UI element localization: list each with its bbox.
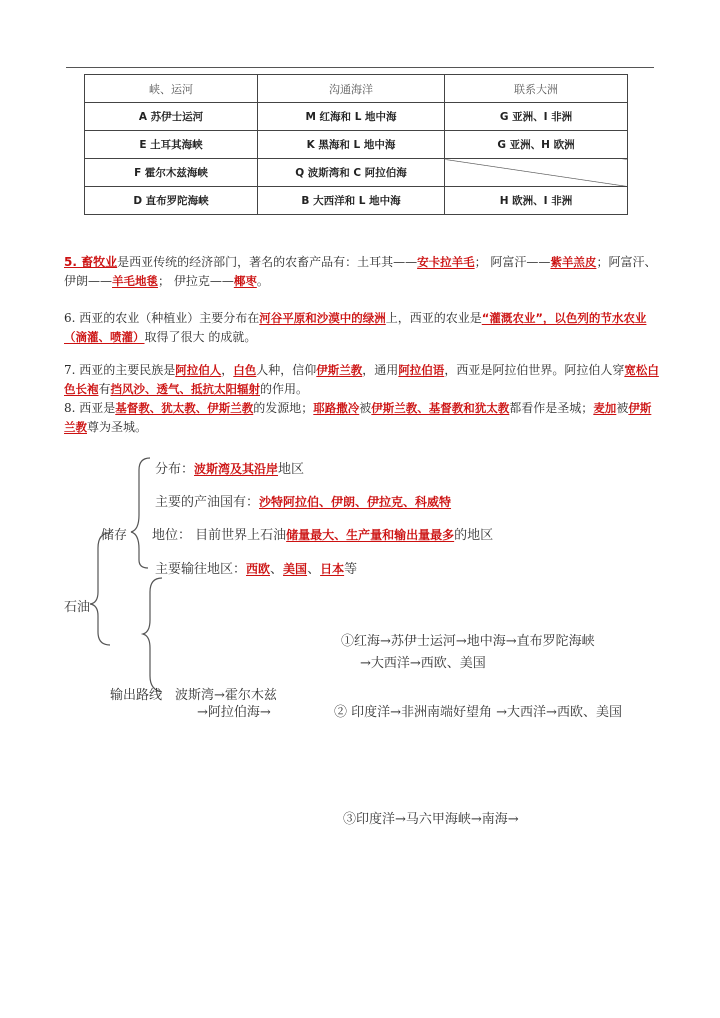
route-start-2: →阿拉伯海→ (197, 705, 271, 720)
text: 被 (616, 401, 629, 415)
text: 、 (307, 562, 321, 577)
table-cell: A 苏伊士运河 (85, 103, 258, 131)
text: 分布： (155, 462, 195, 477)
answer: 紫羊羔皮 (550, 255, 597, 269)
text: ；阿富汗、伊朗—— (64, 255, 657, 288)
text: 主要的产油国有： (155, 495, 260, 510)
answer: 河谷平原和沙漠中的绿洲 (259, 311, 386, 325)
answer: 挡风沙、透气、抵抗太阳辐射 (110, 382, 261, 396)
text: 取得了很大 的成就。 (144, 330, 257, 344)
text: 的地区 (454, 528, 494, 543)
text: 、 (270, 562, 284, 577)
storage-label: 储存 (101, 528, 128, 543)
table-cell: M 红海和 L 地中海 (258, 103, 445, 131)
table-cell: G 亚洲、H 欧洲 (445, 131, 628, 159)
routes-brace (143, 578, 162, 692)
answer: “灌溉农业”，以色列的节水农业（滴灌、喷灌） (64, 311, 647, 344)
column-header: 联系大洲 (445, 75, 628, 103)
oil-root-label: 石油 (64, 600, 91, 615)
table-cell: F 霍尔木兹海峡 (85, 159, 258, 187)
oil-brace (90, 533, 110, 645)
distribution-line (155, 458, 304, 477)
route-1-line-2: →大西洋→西欧、美国 (360, 656, 486, 671)
answer: 羊毛地毯 (112, 274, 159, 288)
route-label: 输出路线 (110, 688, 163, 703)
answer: 阿拉伯语 (398, 363, 445, 377)
route-3: ③印度洋→马六甲海峡→南海→ (343, 812, 519, 827)
text: 的发源地； (253, 401, 314, 415)
text: 人种，信仰 (256, 363, 317, 377)
text: 上，西亚的农业是 (385, 311, 482, 325)
table-cell: E 土耳其海峡 (85, 131, 258, 159)
route-1-line-1: ①红海→苏伊士运河→地中海→直布罗陀海峡 (341, 634, 595, 649)
text: 都看作是圣城； (509, 401, 594, 415)
table-cell: G 亚洲、I 非洲 (445, 103, 628, 131)
column-header: 峡、运河 (85, 75, 258, 103)
text: 主要输往地区： (155, 562, 247, 577)
text: 。 (256, 274, 269, 288)
section-heading: 5. 畜牧业 (64, 255, 118, 269)
status-line (152, 524, 493, 543)
table-cell: Q 波斯湾和 C 阿拉伯海 (258, 159, 445, 187)
answer: 西欧 (246, 562, 271, 576)
producers-line (155, 491, 451, 510)
text: ，通用 (362, 363, 399, 377)
answer: 美国 (283, 562, 308, 576)
text: 等 (344, 562, 358, 577)
table-cell: H 欧洲、I 非洲 (445, 187, 628, 215)
route-2: ② 印度洋→非洲南端好望角 →大西洋→西欧、美国 (334, 705, 622, 720)
table-cell: K 黑海和 L 地中海 (258, 131, 445, 159)
column-header: 沟通海洋 (258, 75, 445, 103)
answer: 沙特阿拉伯、伊朗、伊拉克、科威特 (259, 495, 452, 509)
answer: 伊斯兰教 (64, 401, 652, 434)
answer: 麦加 (593, 401, 617, 415)
text: 是西亚传统的经济部门，著名的农畜产品有：土耳其—— (117, 255, 418, 269)
answer: 储量最大、生产量和输出量最多 (286, 528, 455, 542)
table-cell: D 直布罗陀海峡 (85, 187, 258, 215)
answer: 耶路撒冷 (313, 401, 360, 415)
answer: 白色 (233, 363, 257, 377)
answer: 日本 (320, 562, 345, 576)
answer: 波斯湾及其沿岸 (194, 462, 279, 476)
text: 的作用。 (260, 382, 309, 396)
text: 尊为圣城。 (87, 420, 148, 434)
table-cell: B 大西洋和 L 地中海 (258, 187, 445, 215)
text: 地区 (278, 462, 305, 477)
answer: 阿拉伯人 (175, 363, 222, 377)
text: 被 (359, 401, 372, 415)
answer: 基督教、犹太教、伊斯兰教 (115, 401, 254, 415)
storage-brace (131, 458, 150, 568)
text: 6. 西亚的农业（种植业）主要分布在 (64, 311, 260, 325)
text: 7. 西亚的主要民族是 (64, 363, 176, 377)
text: 地位： 目前世界上石油 (152, 528, 287, 543)
answer: 伊斯兰教 (316, 363, 363, 377)
answer: 安卡拉羊毛 (417, 255, 475, 269)
text: ， (221, 363, 234, 377)
text: 8. 西亚是 (64, 401, 116, 415)
route-start-1: 波斯湾→霍尔木兹 (175, 688, 277, 703)
text: ； 阿富汗—— (474, 255, 551, 269)
text: ； 伊拉克—— (158, 274, 234, 288)
text: ，西亚是阿拉伯世界。阿拉伯人穿 (444, 363, 625, 377)
text: 有 (98, 382, 111, 396)
answer: 宽松白色长袍 (64, 363, 659, 396)
answer: 伊斯兰教、基督教和犹太教 (371, 401, 510, 415)
export-regions-line (155, 558, 357, 577)
answer: 椰枣 (233, 274, 257, 288)
